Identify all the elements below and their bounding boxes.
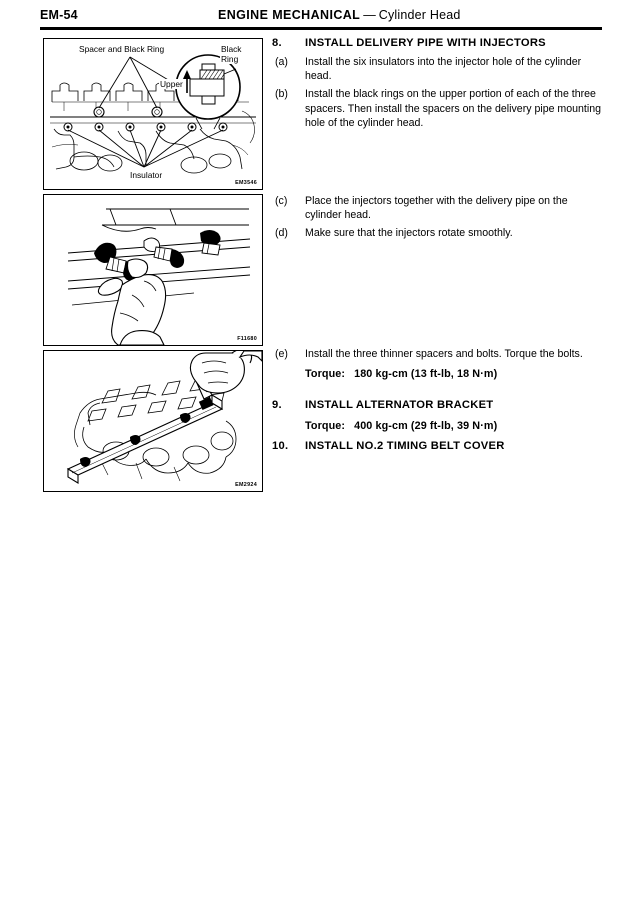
step-9-number: 9. [272,399,282,411]
header-divider [40,27,602,30]
subsection-title: Cylinder Head [378,8,461,22]
substep-e-tag: (e) [275,348,288,360]
figure-1-label-spacer-and-black-ring: Spacer and Black Ring [79,44,165,54]
substep-b-text: Install the black rings on the upper portion of each of the three spacers. Then install the spacers on the delivery pipe mounting hole of the cylinder head. [305,88,602,129]
page-header [40,8,602,28]
figure-2-illustration [44,195,262,345]
step-9-heading [272,398,604,413]
step-8-block [272,36,604,130]
step-8-number: 8. [272,37,282,49]
substep-d-text: Make sure that the injectors rotate smoothly. [305,227,513,240]
figure-delivery-pipe-bolt-install [43,350,263,492]
substep-c [272,194,604,222]
step-10-heading [272,439,604,454]
figure-3-code: EM2924 [235,482,257,488]
substep-d-tag: (d) [275,227,288,240]
section-title: ENGINE MECHANICAL [218,8,361,22]
step-9-torque [272,419,604,433]
page-number: EM-54 [40,8,78,22]
figure-spacer-black-ring [43,38,263,190]
figure-1-code: EM3546 [235,180,257,186]
step-10-title: INSTALL NO.2 TIMING BELT COVER [305,440,505,452]
substep-a [272,55,604,83]
breadcrumb-separator: — [363,8,376,22]
substep-a-text: Install the six insulators into the injector hole of the cylinder head. [305,56,582,83]
black-ring-line-2: Ring [221,54,239,64]
figure-1-label-insulator: Insulator [130,170,163,180]
substeps-cd-block [272,190,604,241]
substep-a-tag: (a) [275,56,288,68]
substep-c-tag: (c) [275,195,288,207]
step-8-torque [272,367,604,381]
step-9-block [272,398,604,433]
step-9-torque-label: Torque: [305,420,346,432]
figure-2-code: F11680 [237,336,257,342]
substep-d [272,226,604,240]
breadcrumb [218,8,461,22]
substep-e-text: Install the three thinner spacers and bolts. Torque the bolts. [305,348,583,360]
step-10-number: 10. [272,440,289,452]
figure-3-illustration [44,351,262,491]
figure-1-label-black-ring [220,44,242,64]
substep-b [272,87,604,130]
step-9-torque-value: 400 kg-cm (29 ft-lb, 39 N·m) [354,420,498,432]
step-10-block [272,439,604,454]
substep-b-tag: (b) [275,88,288,101]
substep-c-text: Place the injectors together with the delivery pipe on the cylinder head. [305,195,568,222]
step-8-torque-label: Torque: [305,368,346,381]
black-ring-line-1: Black [221,44,242,54]
substep-e [272,347,604,361]
step-8-title: INSTALL DELIVERY PIPE WITH INJECTORS [305,37,546,49]
substep-e-block [272,343,604,381]
figure-1-label-upper: Upper [160,79,183,89]
step-8-torque-value: 180 kg-cm (13 ft-lb, 18 N·m) [354,368,498,381]
figure-injector-rotate-check [43,194,263,346]
step-8-heading [272,36,604,51]
step-9-title: INSTALL ALTERNATOR BRACKET [305,399,494,411]
